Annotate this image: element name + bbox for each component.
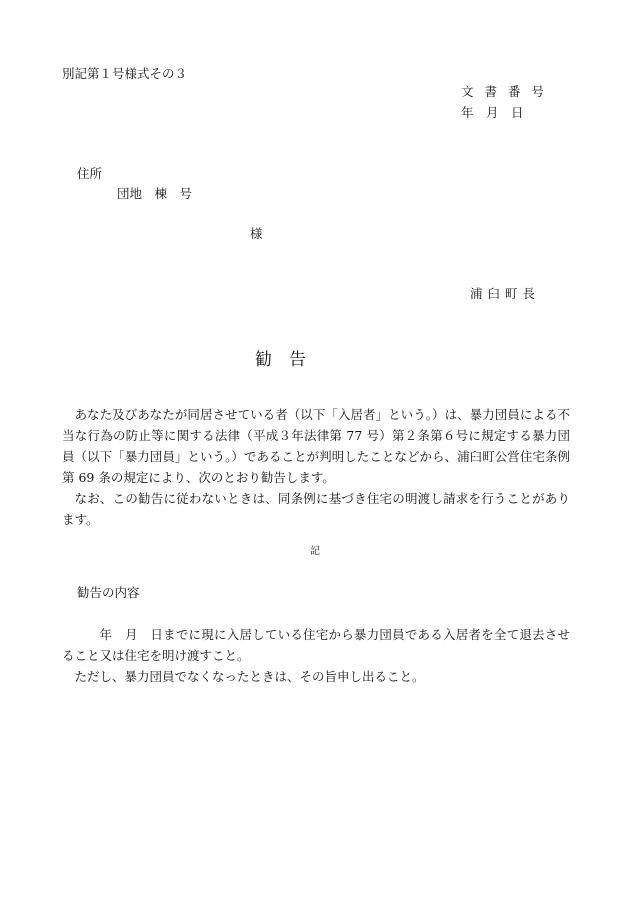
address-label: 住所 <box>77 166 103 181</box>
body-text <box>62 404 570 530</box>
recommendation-content <box>62 624 570 687</box>
content-paragraph-1: 年 月 日までに現に入居している住宅から暴力団員である入居者を全て退去させること又は住宅を明け渡すこと。 <box>62 627 570 663</box>
recipient-honorific: 様 <box>250 226 263 241</box>
document-date-label: 年 月 日 <box>461 105 524 120</box>
content-paragraph-2: ただし、暴力団員でなくなったときは、その旨申し出ること。 <box>74 669 425 684</box>
body-paragraph-2: なお、この勧告に従わないときは、同条例に基づき住宅の明渡し請求を行うことがあります。 <box>62 491 570 527</box>
issuer-name: 浦臼町長 <box>470 286 541 301</box>
form-label: 別記第１号様式その３ <box>62 66 188 81</box>
address-line: 団地 棟 号 <box>117 186 193 201</box>
document-number-label: 文書番号 <box>461 84 556 99</box>
body-paragraph-1: あなた及びあなたが同居させている者（以下「入居者」という。）は、暴力団員による不当な行為の防止等に関する法律（平成３年法律第 77 号）第２条第６号に規定する暴力団員（以下「暴力団員」という。）であることが判明したことなどから、浦臼町公営住宅条例第 69 条の規定により、次のとおり勧告します。 <box>62 407 570 485</box>
ki-heading: 記 <box>310 546 320 557</box>
recommendation-content-label: 勧告の内容 <box>77 585 140 600</box>
document-title: 勧 告 <box>255 350 306 370</box>
